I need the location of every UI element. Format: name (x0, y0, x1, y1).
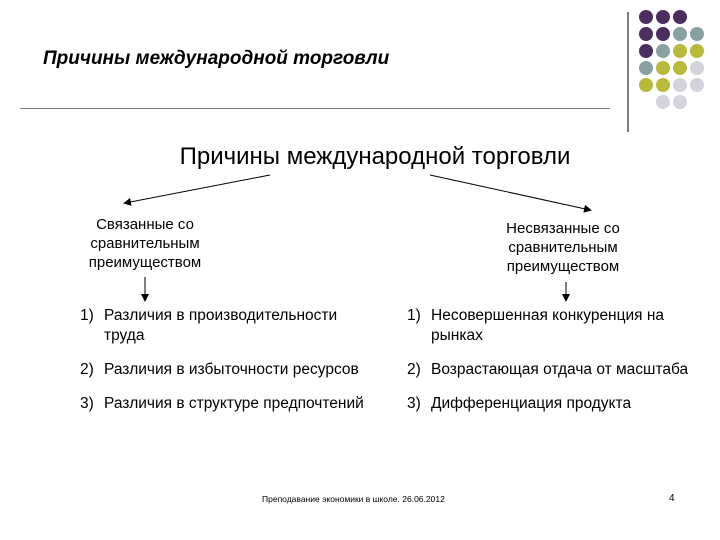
list-item (80, 306, 380, 346)
diagram-title: Причины международной торговли (179, 143, 571, 170)
item-text: Возрастающая отдача от масштаба (431, 361, 689, 378)
list-item (407, 360, 707, 380)
item-text: Дифференциация продукта (431, 395, 632, 412)
arrow-to-left-branch (125, 175, 270, 203)
list-item (80, 360, 380, 380)
slide-title: Причины международной торговли (43, 48, 390, 69)
page-number: 4 (669, 493, 675, 504)
left-branch-label: Связанные со сравнительным преимуществом (88, 216, 202, 271)
list-item (407, 306, 707, 346)
list-item (80, 394, 380, 414)
list-item (407, 394, 707, 414)
left-reasons-list (80, 306, 380, 428)
item-number: 3) (80, 395, 94, 412)
right-branch-label: Несвязанные со сравнительным преимуществом (506, 220, 620, 275)
item-text: Различия в структуре предпочтений (104, 395, 364, 412)
slide-footer: Преподавание экономики в школе. 26.06.2012 (262, 494, 445, 504)
item-number: 3) (407, 395, 421, 412)
right-reasons-list (407, 306, 707, 428)
item-number: 2) (80, 361, 94, 378)
item-number: 1) (80, 307, 94, 324)
item-text: Несовершенная конкуренция на рынках (431, 307, 665, 344)
item-text: Различия в производительности труда (104, 307, 338, 344)
arrow-to-right-branch (430, 175, 590, 210)
item-number: 2) (407, 361, 421, 378)
item-number: 1) (407, 307, 421, 324)
item-text: Различия в избыточности ресурсов (104, 361, 359, 378)
